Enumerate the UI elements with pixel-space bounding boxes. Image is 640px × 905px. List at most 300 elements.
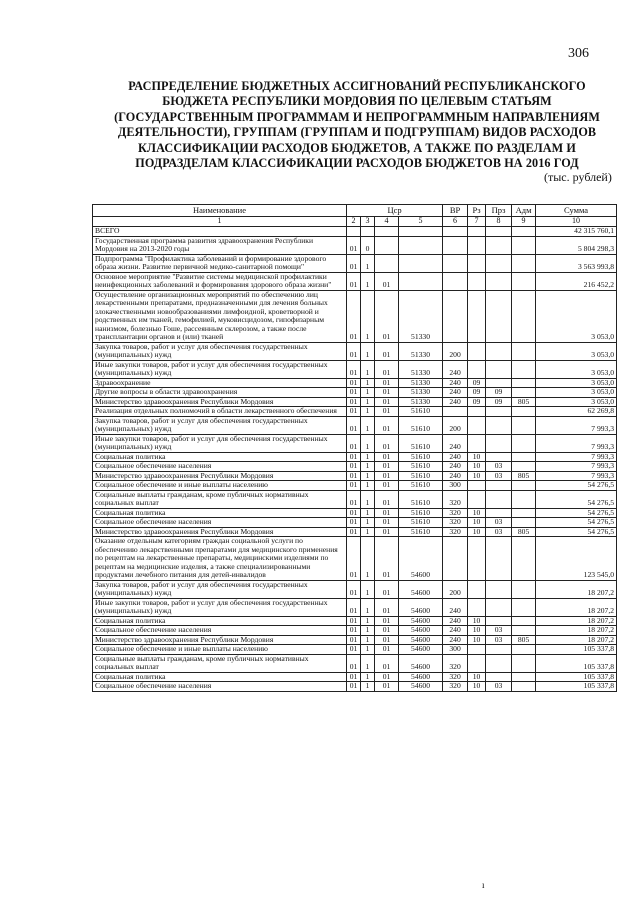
sum-cell: 54 276,5 (536, 518, 617, 528)
vr-cell: 240 (443, 462, 468, 472)
row-name-cell: Иные закупки товаров, работ и услуг для обеспечения государственных (муниципальных) нужд (93, 434, 347, 452)
prz-cell (486, 598, 512, 616)
prz-cell: 03 (486, 527, 512, 537)
vr-cell (443, 254, 468, 272)
rz-cell: 10 (468, 672, 486, 682)
csr-direction-cell: 51610 (399, 527, 443, 537)
table-row (93, 397, 617, 407)
table-row (93, 452, 617, 462)
rz-cell (468, 342, 486, 360)
prz-cell (486, 254, 512, 272)
table-row (93, 598, 617, 616)
table-row (93, 342, 617, 360)
rz-cell: 10 (468, 508, 486, 518)
csr-program-cell: 01 (347, 645, 361, 655)
csr-direction-cell: 54600 (399, 598, 443, 616)
csr-program-cell: 01 (347, 518, 361, 528)
csr-event-cell: 01 (375, 452, 399, 462)
sum-cell: 7 993,3 (536, 416, 617, 434)
sum-cell: 18 207,2 (536, 616, 617, 626)
prz-cell (486, 452, 512, 462)
csr-event-cell: 01 (375, 481, 399, 491)
table-row (93, 272, 617, 290)
adm-cell (512, 434, 536, 452)
adm-cell: 805 (512, 635, 536, 645)
table-row (93, 626, 617, 636)
csr-event-cell: 01 (375, 388, 399, 398)
adm-cell (512, 654, 536, 672)
row-name-cell: Реализация отдельных полномочий в области лекарственного обеспечения (93, 407, 347, 417)
row-name-cell: Социальная политика (93, 616, 347, 626)
csr-direction-cell: 51610 (399, 434, 443, 452)
vr-cell: 320 (443, 527, 468, 537)
prz-cell: 09 (486, 397, 512, 407)
rz-cell (468, 481, 486, 491)
rz-cell: 10 (468, 682, 486, 692)
csr-program-cell: 01 (347, 635, 361, 645)
csr-subprogram-cell: 1 (361, 342, 375, 360)
table-row (93, 508, 617, 518)
csr-program-cell: 01 (347, 537, 361, 581)
table-header-row (93, 205, 617, 217)
prz-cell (486, 508, 512, 518)
row-name-cell: Социальное обеспечение населения (93, 626, 347, 636)
document-title: РАСПРЕДЕЛЕНИЕ БЮДЖЕТНЫХ АССИГНОВАНИЙ РЕСПУБЛИКАНСКОГО БЮДЖЕТА РЕСПУБЛИКИ МОРДОВИЯ ПО ЦЕЛЕВЫМ СТАТЬЯМ (ГОСУДАРСТВЕННЫМ ПРОГРАММАМ И НЕПРОГРАММНЫМ НАПРАВЛЕНИЯМ ДЕЯТЕЛЬНОСТИ), ГРУППАМ (ГРУППАМ И ПОДГРУППАМ) ВИДОВ РАСХОДОВ КЛАССИФИКАЦИИ РАСХОДОВ БЮДЖЕТОВ, А ТАКЖЕ ПО РАЗДЕЛАМ И ПОДРАЗДЕЛАМ КЛАССИФИКАЦИИ РАСХОДОВ БЮДЖЕТОВ НА 2016 ГОД (114, 79, 600, 171)
csr-subprogram-cell: 1 (361, 518, 375, 528)
rz-cell (468, 290, 486, 342)
row-name-cell: Подпрограмма "Профилактика заболеваний и формирование здорового образа жизни. Развитие первичной медико-санитарной помощи" (93, 254, 347, 272)
prz-cell (486, 490, 512, 508)
csr-program-cell: 01 (347, 272, 361, 290)
csr-event-cell: 01 (375, 616, 399, 626)
row-name-cell: Социальная политика (93, 452, 347, 462)
csr-event-cell: 01 (375, 508, 399, 518)
vr-cell: 320 (443, 518, 468, 528)
vr-cell: 320 (443, 508, 468, 518)
prz-cell (486, 416, 512, 434)
csr-subprogram-cell: 1 (361, 635, 375, 645)
csr-program-cell: 01 (347, 527, 361, 537)
prz-cell (486, 616, 512, 626)
csr-subprogram-cell: 1 (361, 416, 375, 434)
sum-cell: 105 337,8 (536, 682, 617, 692)
csr-direction-cell (399, 236, 443, 254)
csr-event-cell: 01 (375, 397, 399, 407)
adm-cell (512, 490, 536, 508)
table-row (93, 388, 617, 398)
sum-cell: 54 276,5 (536, 527, 617, 537)
table-row (93, 490, 617, 508)
sum-cell: 105 337,8 (536, 645, 617, 655)
column-number: 5 (399, 217, 443, 227)
adm-cell: 805 (512, 471, 536, 481)
sum-cell: 3 563 993,8 (536, 254, 617, 272)
column-numbers-row (93, 217, 617, 227)
prz-cell (486, 645, 512, 655)
units-note: (тыс. рублей) (544, 170, 612, 184)
prz-cell (486, 360, 512, 378)
table-row (93, 360, 617, 378)
table-row (93, 254, 617, 272)
sum-cell: 18 207,2 (536, 580, 617, 598)
csr-subprogram-cell: 1 (361, 452, 375, 462)
csr-subprogram-cell: 1 (361, 598, 375, 616)
csr-program-cell: 01 (347, 452, 361, 462)
vr-cell: 320 (443, 682, 468, 692)
vr-cell (443, 537, 468, 581)
rz-cell (468, 407, 486, 417)
sum-cell: 7 993,3 (536, 462, 617, 472)
csr-subprogram-cell: 1 (361, 434, 375, 452)
csr-event-cell (375, 236, 399, 254)
vr-cell: 320 (443, 654, 468, 672)
vr-cell: 200 (443, 580, 468, 598)
csr-program-cell: 01 (347, 490, 361, 508)
vr-cell (443, 407, 468, 417)
adm-cell (512, 254, 536, 272)
row-name-cell: Министерство здравоохранения Республики Мордовия (93, 471, 347, 481)
csr-direction-cell: 54600 (399, 537, 443, 581)
sum-cell: 3 053,0 (536, 342, 617, 360)
csr-subprogram-cell: 1 (361, 290, 375, 342)
table-row (93, 236, 617, 254)
sum-cell: 105 337,8 (536, 672, 617, 682)
csr-subprogram-cell: 1 (361, 481, 375, 491)
csr-direction-cell: 51610 (399, 481, 443, 491)
csr-direction-cell: 51610 (399, 407, 443, 417)
csr-program-cell: 01 (347, 407, 361, 417)
header-vr: ВР (443, 205, 468, 217)
adm-cell (512, 508, 536, 518)
sum-cell: 5 804 298,3 (536, 236, 617, 254)
row-name-cell: Осуществление организационных мероприятий по обеспечению лиц лекарственными препаратами, предназначенными для лечения больных злокачественными новообразованиями лимфоидной, кроветворной и родственных им тканей, гемофилией, муковисцидозом, гипофизарным нанизмом, болезнью Гоше, рассеянным склерозом, а также после трансплантации органов и (или) тканей (93, 290, 347, 342)
csr-program-cell: 01 (347, 236, 361, 254)
adm-cell (512, 537, 536, 581)
csr-program-cell: 01 (347, 397, 361, 407)
csr-event-cell: 01 (375, 672, 399, 682)
vr-cell: 200 (443, 416, 468, 434)
adm-cell (512, 626, 536, 636)
prz-cell (486, 407, 512, 417)
rz-cell (468, 360, 486, 378)
csr-direction-cell: 51610 (399, 416, 443, 434)
adm-cell (512, 518, 536, 528)
rz-cell (468, 645, 486, 655)
sum-cell: 105 337,8 (536, 654, 617, 672)
adm-cell (512, 416, 536, 434)
csr-program-cell: 01 (347, 598, 361, 616)
row-name-cell: Министерство здравоохранения Республики Мордовия (93, 527, 347, 537)
csr-program-cell: 01 (347, 626, 361, 636)
csr-event-cell: 01 (375, 598, 399, 616)
csr-subprogram-cell: 1 (361, 672, 375, 682)
rz-cell: 10 (468, 462, 486, 472)
adm-cell (512, 580, 536, 598)
table-row (93, 227, 617, 237)
column-number: 6 (443, 217, 468, 227)
csr-program-cell: 01 (347, 654, 361, 672)
row-name-cell: Другие вопросы в области здравоохранения (93, 388, 347, 398)
csr-event-cell (375, 227, 399, 237)
vr-cell: 240 (443, 598, 468, 616)
adm-cell: 805 (512, 397, 536, 407)
rz-cell: 10 (468, 616, 486, 626)
csr-event-cell: 01 (375, 471, 399, 481)
csr-program-cell: 01 (347, 434, 361, 452)
csr-program-cell: 01 (347, 360, 361, 378)
column-number: 4 (375, 217, 399, 227)
prz-cell (486, 227, 512, 237)
rz-cell (468, 490, 486, 508)
prz-cell (486, 236, 512, 254)
csr-subprogram-cell: 1 (361, 645, 375, 655)
header-name: Наименование (93, 205, 347, 217)
csr-event-cell: 01 (375, 626, 399, 636)
rz-cell (468, 580, 486, 598)
csr-direction-cell (399, 254, 443, 272)
prz-cell: 03 (486, 518, 512, 528)
csr-subprogram-cell: 1 (361, 471, 375, 481)
csr-program-cell: 01 (347, 682, 361, 692)
row-name-cell: Оказание отдельным категориям граждан социальной услуги по обеспечению лекарственными препаратами для медицинского применения по рецептам на лекарственные препараты, медицинскими изделиями по рецептам на медицинские изделия, а также специализированными продуктами лечебного питания для детей-инвалидов (93, 537, 347, 581)
csr-direction-cell: 54600 (399, 626, 443, 636)
header-csr: Цср (347, 205, 443, 217)
rz-cell (468, 254, 486, 272)
column-number: 7 (468, 217, 486, 227)
prz-cell: 09 (486, 388, 512, 398)
csr-program-cell: 01 (347, 672, 361, 682)
prz-cell: 03 (486, 471, 512, 481)
rz-cell: 10 (468, 471, 486, 481)
row-name-cell: Социальное обеспечение и иные выплаты населению (93, 645, 347, 655)
vr-cell: 240 (443, 360, 468, 378)
csr-program-cell: 01 (347, 462, 361, 472)
table-row (93, 635, 617, 645)
csr-direction-cell: 51610 (399, 518, 443, 528)
vr-cell: 240 (443, 388, 468, 398)
table-row (93, 518, 617, 528)
prz-cell (486, 580, 512, 598)
csr-subprogram-cell: 1 (361, 397, 375, 407)
csr-program-cell: 01 (347, 508, 361, 518)
csr-direction-cell: 51610 (399, 508, 443, 518)
vr-cell: 240 (443, 434, 468, 452)
csr-event-cell: 01 (375, 635, 399, 645)
csr-event-cell: 01 (375, 290, 399, 342)
adm-cell (512, 290, 536, 342)
csr-direction-cell: 51610 (399, 462, 443, 472)
csr-program-cell (347, 227, 361, 237)
csr-direction-cell: 51330 (399, 388, 443, 398)
vr-cell: 240 (443, 626, 468, 636)
csr-subprogram-cell: 1 (361, 682, 375, 692)
csr-subprogram-cell: 1 (361, 626, 375, 636)
sum-cell: 3 053,0 (536, 397, 617, 407)
csr-direction-cell: 54600 (399, 654, 443, 672)
csr-program-cell: 01 (347, 471, 361, 481)
rz-cell (468, 416, 486, 434)
rz-cell: 09 (468, 378, 486, 388)
rz-cell (468, 236, 486, 254)
sum-cell: 54 276,5 (536, 481, 617, 491)
csr-program-cell: 01 (347, 388, 361, 398)
row-name-cell: Закупка товаров, работ и услуг для обеспечения государственных (муниципальных) нужд (93, 580, 347, 598)
vr-cell: 320 (443, 672, 468, 682)
budget-table (92, 204, 617, 692)
vr-cell: 240 (443, 616, 468, 626)
adm-cell (512, 672, 536, 682)
header-sum: Сумма (536, 205, 617, 217)
sum-cell: 7 993,3 (536, 452, 617, 462)
table-row (93, 654, 617, 672)
csr-event-cell: 01 (375, 272, 399, 290)
adm-cell (512, 616, 536, 626)
sum-cell: 3 053,0 (536, 378, 617, 388)
header-prz: Прз (486, 205, 512, 217)
csr-subprogram-cell: 1 (361, 360, 375, 378)
row-name-cell: Социальное обеспечение населения (93, 682, 347, 692)
row-name-cell: Основное мероприятие "Развитие системы медицинской профилактики неинфекционных заболеваний и формирования здорового образа жизни" (93, 272, 347, 290)
csr-direction-cell: 54600 (399, 645, 443, 655)
csr-direction-cell: 51610 (399, 490, 443, 508)
csr-subprogram-cell: 1 (361, 462, 375, 472)
rz-cell (468, 654, 486, 672)
table-row (93, 462, 617, 472)
sum-cell: 62 269,8 (536, 407, 617, 417)
row-name-cell: Социальные выплаты гражданам, кроме публичных нормативных социальных выплат (93, 490, 347, 508)
csr-subprogram-cell: 1 (361, 272, 375, 290)
csr-event-cell: 01 (375, 416, 399, 434)
page-number: 306 (568, 46, 589, 61)
adm-cell (512, 360, 536, 378)
adm-cell (512, 682, 536, 692)
csr-program-cell: 01 (347, 254, 361, 272)
vr-cell (443, 290, 468, 342)
csr-subprogram-cell (361, 227, 375, 237)
csr-event-cell: 01 (375, 360, 399, 378)
adm-cell (512, 645, 536, 655)
vr-cell: 240 (443, 378, 468, 388)
csr-direction-cell: 51330 (399, 290, 443, 342)
csr-direction-cell (399, 227, 443, 237)
sum-cell: 3 053,0 (536, 290, 617, 342)
prz-cell: 03 (486, 635, 512, 645)
csr-program-cell: 01 (347, 342, 361, 360)
csr-event-cell: 01 (375, 527, 399, 537)
vr-cell: 240 (443, 635, 468, 645)
adm-cell (512, 407, 536, 417)
csr-direction-cell: 51330 (399, 342, 443, 360)
csr-subprogram-cell: 1 (361, 490, 375, 508)
row-name-cell: Иные закупки товаров, работ и услуг для обеспечения государственных (муниципальных) нужд (93, 360, 347, 378)
csr-direction-cell: 51610 (399, 452, 443, 462)
csr-event-cell: 01 (375, 537, 399, 581)
rz-cell (468, 537, 486, 581)
csr-event-cell: 01 (375, 434, 399, 452)
prz-cell (486, 272, 512, 290)
sum-cell: 18 207,2 (536, 626, 617, 636)
header-adm: Адм (512, 205, 536, 217)
prz-cell: 03 (486, 462, 512, 472)
row-name-cell: ВСЕГО (93, 227, 347, 237)
prz-cell (486, 378, 512, 388)
rz-cell (468, 434, 486, 452)
csr-direction-cell: 51610 (399, 471, 443, 481)
adm-cell (512, 342, 536, 360)
csr-event-cell (375, 254, 399, 272)
table-row (93, 471, 617, 481)
csr-subprogram-cell: 1 (361, 537, 375, 581)
vr-cell: 200 (443, 342, 468, 360)
csr-subprogram-cell: 1 (361, 508, 375, 518)
adm-cell (512, 481, 536, 491)
csr-subprogram-cell: 1 (361, 654, 375, 672)
row-name-cell: Министерство здравоохранения Республики Мордовия (93, 397, 347, 407)
csr-event-cell: 01 (375, 518, 399, 528)
csr-event-cell: 01 (375, 654, 399, 672)
row-name-cell: Социальное обеспечение населения (93, 462, 347, 472)
row-name-cell: Государственная программа развития здравоохранения Республики Мордовия на 2013-2020 годы (93, 236, 347, 254)
csr-subprogram-cell: 1 (361, 254, 375, 272)
prz-cell (486, 481, 512, 491)
csr-event-cell: 01 (375, 342, 399, 360)
vr-cell: 300 (443, 645, 468, 655)
table-row (93, 378, 617, 388)
csr-direction-cell (399, 272, 443, 290)
csr-subprogram-cell: 0 (361, 236, 375, 254)
vr-cell: 240 (443, 471, 468, 481)
adm-cell (512, 388, 536, 398)
csr-direction-cell: 54600 (399, 682, 443, 692)
rz-cell: 10 (468, 626, 486, 636)
vr-cell: 300 (443, 481, 468, 491)
row-name-cell: Иные закупки товаров, работ и услуг для обеспечения государственных (муниципальных) нужд (93, 598, 347, 616)
csr-direction-cell: 54600 (399, 616, 443, 626)
rz-cell (468, 227, 486, 237)
adm-cell (512, 236, 536, 254)
csr-event-cell: 01 (375, 490, 399, 508)
prz-cell (486, 537, 512, 581)
row-name-cell: Министерство здравоохранения Республики Мордовия (93, 635, 347, 645)
rz-cell: 10 (468, 452, 486, 462)
csr-subprogram-cell: 1 (361, 388, 375, 398)
sum-cell: 123 545,0 (536, 537, 617, 581)
rz-cell: 10 (468, 527, 486, 537)
adm-cell (512, 462, 536, 472)
prz-cell (486, 434, 512, 452)
sum-cell: 3 053,0 (536, 360, 617, 378)
vr-cell: 240 (443, 452, 468, 462)
row-name-cell: Социальные выплаты гражданам, кроме публичных нормативных социальных выплат (93, 654, 347, 672)
csr-subprogram-cell: 1 (361, 378, 375, 388)
csr-event-cell: 01 (375, 580, 399, 598)
csr-program-cell: 01 (347, 580, 361, 598)
table-row (93, 537, 617, 581)
csr-subprogram-cell: 1 (361, 580, 375, 598)
table-row (93, 580, 617, 598)
table-row (93, 682, 617, 692)
column-number: 2 (347, 217, 361, 227)
adm-cell (512, 452, 536, 462)
column-number: 9 (512, 217, 536, 227)
table-row (93, 481, 617, 491)
column-number: 10 (536, 217, 617, 227)
csr-event-cell: 01 (375, 378, 399, 388)
rz-cell: 10 (468, 518, 486, 528)
rz-cell (468, 598, 486, 616)
scan-mark: ı (482, 880, 485, 890)
row-name-cell: Закупка товаров, работ и услуг для обеспечения государственных (муниципальных) нужд (93, 342, 347, 360)
